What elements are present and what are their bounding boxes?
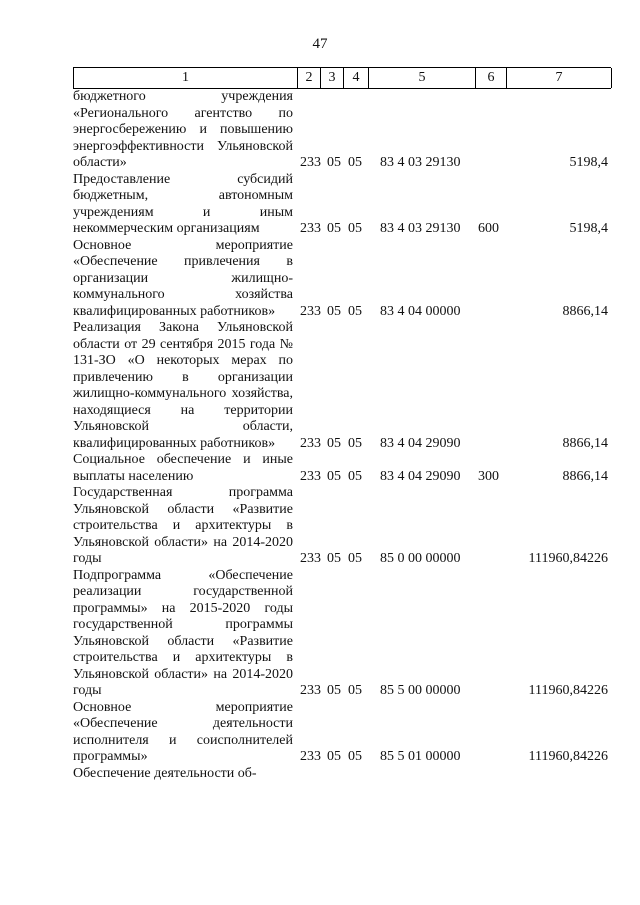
row-rz-code: 05: [327, 749, 341, 764]
column-header-5: 5: [368, 68, 475, 88]
row-pr-code: 05: [348, 551, 362, 566]
row-name: Подпрограмма «Обеспечение реализации государственной программы» на 2015-2020 годы государственной программы Ульяновской области «Развитие строительства и архитектуры в Ульяновской области» на 2014-2020 годы: [73, 567, 293, 698]
row-name: Предоставление субсидий бюджетным, автономным учреждениям и иным некоммерческим организациям: [73, 171, 293, 236]
row-sum: 5198,4: [569, 221, 608, 236]
row-rz-code: 05: [327, 155, 341, 170]
row-cs-code: 83 4 03 29130: [380, 221, 461, 236]
column-header-7: 7: [506, 68, 612, 88]
row-pr-code: 05: [348, 155, 362, 170]
row-rz-code: 05: [327, 221, 341, 236]
column-header-4: 4: [343, 68, 368, 88]
row-sum: 111960,84226: [528, 551, 608, 566]
row-name: Государственная программа Ульяновской области «Развитие строительства и архитектуры в Ульяновской области» на 2014-2020 годы: [73, 485, 293, 566]
row-cs-code: 83 4 04 29090: [380, 468, 461, 484]
row-rz-code: 05: [327, 468, 341, 484]
row-gr-code: 233: [300, 551, 321, 566]
table-row: [73, 485, 611, 568]
row-gr-code: 233: [300, 683, 321, 698]
row-gr-code: 233: [300, 468, 321, 484]
row-name: Обеспечение деятельности об-: [73, 765, 257, 781]
row-cs-code: 85 5 00 00000: [380, 683, 461, 698]
row-vr-code: 600: [478, 221, 499, 236]
row-sum: 8866,14: [562, 468, 608, 484]
row-pr-code: 05: [348, 435, 362, 451]
row-name: Реализация Закона Ульяновской области от 29 сентября 2015 года № 131-ЗО «О некоторых мерах по привлечению в организации жилищно-коммунального хозяйства, находящиеся на территории Ульяновской области, квалифицированных работников»: [73, 320, 293, 451]
column-header-3: 3: [320, 68, 343, 88]
table-row: [73, 320, 611, 452]
column-header-1: 1: [73, 68, 297, 88]
row-cs-code: 83 4 03 29130: [380, 155, 461, 170]
table-row: [73, 89, 611, 172]
row-pr-code: 05: [348, 749, 362, 764]
row-pr-code: 05: [348, 683, 362, 698]
table-row: [73, 700, 611, 766]
row-gr-code: 233: [300, 303, 321, 319]
row-pr-code: 05: [348, 221, 362, 236]
row-rz-code: 05: [327, 303, 341, 319]
row-rz-code: 05: [327, 551, 341, 566]
table-header: [73, 67, 611, 89]
row-rz-code: 05: [327, 683, 341, 698]
column-header-6: 6: [475, 68, 506, 88]
table-row: [73, 452, 611, 485]
column-header-2: 2: [297, 68, 320, 88]
row-gr-code: 233: [300, 221, 321, 236]
row-gr-code: 233: [300, 155, 321, 170]
table-row: [73, 172, 611, 238]
row-sum: 111960,84226: [528, 683, 608, 698]
row-gr-code: 233: [300, 435, 321, 451]
row-sum: 8866,14: [562, 303, 608, 319]
row-vr-code: 300: [478, 468, 499, 484]
table-row: [73, 238, 611, 321]
row-name: Основное мероприятие «Обеспечение привлечения в организации жилищно-коммунального хозяйства квалифицированных работников»: [73, 237, 293, 319]
row-name: Социальное обеспечение и иные выплаты населению: [73, 452, 293, 484]
row-pr-code: 05: [348, 468, 362, 484]
table-row: [73, 766, 611, 783]
page-number: 47: [312, 36, 328, 52]
row-sum: 5198,4: [569, 155, 608, 170]
row-gr-code: 233: [300, 749, 321, 764]
row-cs-code: 85 0 00 00000: [380, 551, 461, 566]
row-rz-code: 05: [327, 435, 341, 451]
row-name: бюджетного учреждения «Регионального агентство по энергосбережению и повышению энергоэффективности Ульяновской области»: [73, 89, 293, 170]
row-sum: 8866,14: [562, 435, 608, 451]
row-sum: 111960,84226: [528, 749, 608, 764]
row-cs-code: 83 4 04 00000: [380, 303, 461, 319]
row-cs-code: 83 4 04 29090: [380, 435, 461, 451]
row-pr-code: 05: [348, 303, 362, 319]
budget-table: [73, 89, 611, 782]
row-name: Основное мероприятие «Обеспечение деятельности исполнителя и соисполнителей программы»: [73, 699, 293, 764]
row-cs-code: 85 5 01 00000: [380, 749, 461, 764]
table-row: [73, 568, 611, 700]
